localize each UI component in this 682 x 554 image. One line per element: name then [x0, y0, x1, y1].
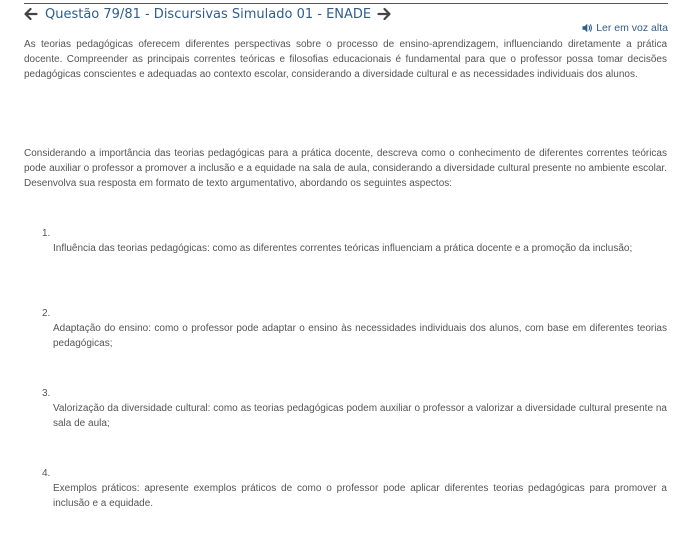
read-aloud-label: Ler em voz alta [596, 22, 668, 34]
list-item-text: Adaptação do ensino: como o professor pode adaptar o ensino às necessidades individuais dos alunos, com base em diferentes teorias pedagógicas; [53, 323, 667, 349]
list-item-text: Valorização da diversidade cultural: como as teorias pedagógicas podem auxiliar o professor a valorizar a diversidade cultural presente na sala de aula; [53, 403, 667, 429]
list-item-number: 1. [42, 228, 51, 239]
arrow-right-icon[interactable] [377, 7, 391, 21]
intro-paragraph: As teorias pedagógicas oferecem diferentes perspectivas sobre o processo de ensino-aprendizagem, influenciando diretamente a prática docente. Compreender as principais correntes teóricas e filosofias educacionais é fundamental para que o professor possa tomar decisões pedagógicas conscientes e adequadas ao contexto escolar, considerando a diversidade cultural e as necessidades individuais dos alunos. [24, 39, 667, 80]
list-item-text: Exemplos práticos: apresente exemplos práticos de como o professor pode aplicar diferentes teorias pedagógicas para promover a inclusão e a equidade. [53, 483, 667, 509]
question-title: Questão 79/81 - Discursivas Simulado 01 - ENADE [45, 6, 372, 22]
top-divider [24, 3, 668, 4]
prompt-paragraph: Considerando a importância das teorias pedagógicas para a prática docente, descreva como o conhecimento de diferentes correntes teóricas pode auxiliar o professor a promover a inclusão e a equidade na sala de aula, considerando a diversidade cultural presente no ambiente escolar. Desenvolva sua resposta em formato de texto argumentativo, abordando os seguintes aspectos: [24, 148, 667, 189]
arrow-left-icon[interactable] [24, 7, 38, 21]
question-header [24, 5, 391, 23]
volume-icon [582, 23, 593, 33]
list-item-number: 4. [42, 468, 51, 479]
list-item-number: 2. [42, 308, 51, 319]
list-item-number: 3. [42, 388, 51, 399]
list-item-text: Influência das teorias pedagógicas: como as diferentes correntes teóricas influenciam a prática docente e a promoção da inclusão; [53, 243, 633, 254]
read-aloud-link[interactable] [582, 22, 668, 34]
